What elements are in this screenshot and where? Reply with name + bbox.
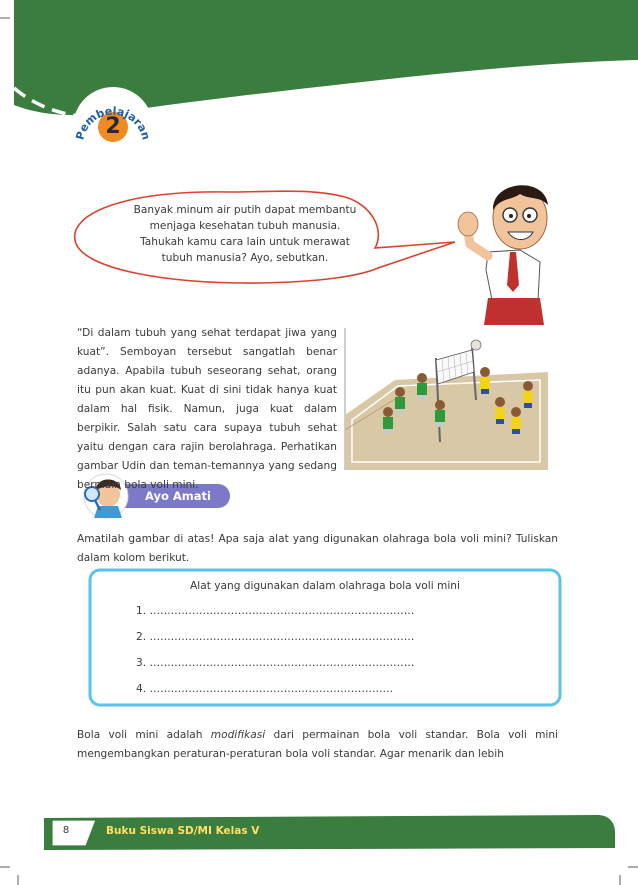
answer-line-4[interactable]: 4. …………………………………………………………… xyxy=(136,683,394,695)
emphasis-word: modifikasi xyxy=(210,729,266,741)
page-number: 8 xyxy=(62,825,70,836)
answer-line-1[interactable]: 1. ………………………………………………………………… xyxy=(136,605,415,617)
speech-line: tubuh manusia? Ayo, sebutkan. xyxy=(161,252,329,264)
ayo-amati-label: Ayo Amati xyxy=(145,489,211,503)
speech-bubble-text xyxy=(100,202,390,266)
closing-text-start: Bola voli mini adalah xyxy=(77,729,211,741)
lesson-number: 2 xyxy=(105,114,121,139)
speech-line: menjaga kesehatan tubuh manusia. xyxy=(149,220,341,232)
answer-line-3[interactable]: 3. ………………………………………………………………… xyxy=(136,657,415,669)
closing-paragraph xyxy=(77,726,558,764)
volleyball-illustration xyxy=(345,328,548,470)
closing-text-end: dari permainan bola voli standar. Bola voli mini mengembangkan peraturan-peraturan bola voli standar. Agar menarik dan lebih xyxy=(77,729,558,760)
lesson-badge-arc-text: Pembelajaran xyxy=(73,104,153,142)
speech-line: Banyak minum air putih dapat membantu xyxy=(133,204,357,216)
answer-list xyxy=(136,605,536,709)
intro-paragraph: “Di dalam tubuh yang sehat terdapat jiwa yang kuat”. Semboyan tersebut sangatlah benar adanya. Apabila tubuh seseorang sehat, orang itu pun akan kuat. Kuat di sini tidak hanya kuat dalam hal fisik. Namun, juga kuat dalam berpikir. Salah satu cara supaya tubuh sehat yaitu dengan cara rajin berolahraga. Perhatikan gambar Udin dan teman-temannya yang sedang bermain bola voli mini. xyxy=(77,327,337,491)
book-title: Buku Siswa SD/MI Kelas V xyxy=(106,825,260,837)
instruction-text: Amatilah gambar di atas! Apa saja alat yang digunakan olahraga bola voli mini? Tuliskan dalam kolom berikut. xyxy=(77,533,558,564)
answer-line-2[interactable]: 2. ………………………………………………………………… xyxy=(136,631,415,643)
answer-box-title: Alat yang digunakan dalam olahraga bola voli mini xyxy=(190,580,460,592)
speech-line: Tahukah kamu cara lain untuk merawat xyxy=(140,236,350,248)
student-illustration xyxy=(458,185,548,325)
